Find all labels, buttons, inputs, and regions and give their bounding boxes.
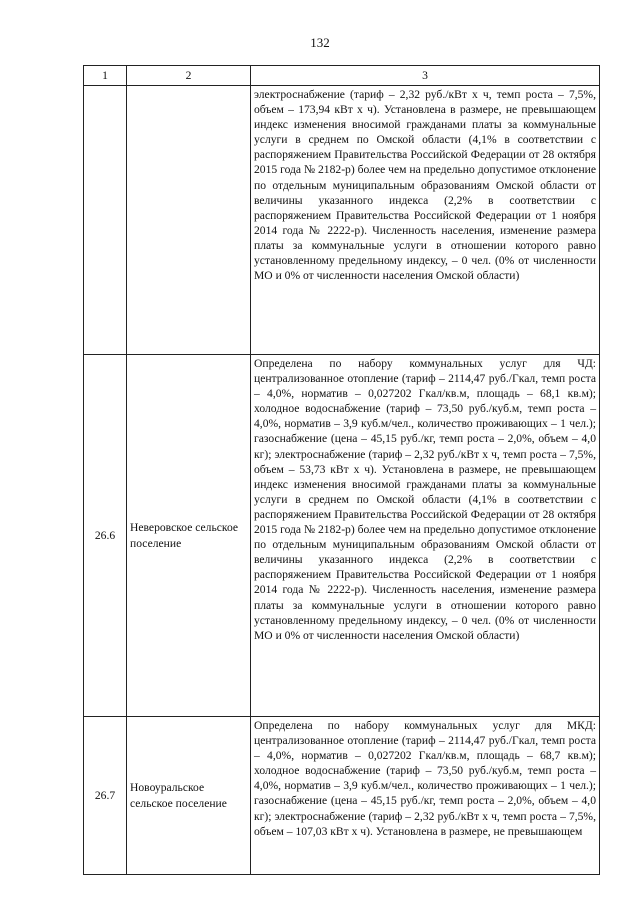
fee-description-text: Определена по набору коммунальных услуг для МКД: централизованное отопление (тариф – 2114,47 руб./Гкал, темп роста – 4,0%, норматив – 0,027202 Гкал/кв.м, площадь – 68,7 кв.м); холодное водоснабжение (тариф – 73,50 руб./куб.м, темп роста – 4,0%, норматив – 3,9 куб.м/чел., количество проживающих – 1 чел.); газоснабжение (цена – 45,15 руб./кг, темп роста – 2,0%, объем – 4,0 кг); электроснабжение (тариф – 2,32 руб./кВт х ч, темп роста – 7,5%, объем – 107,03 кВт х ч). Установлена в размере, не превышающем [254, 719, 596, 838]
header-col-2: 2 [127, 66, 251, 86]
row-number: 26.6 [84, 355, 127, 717]
table-header-row [84, 66, 600, 86]
fee-description [251, 717, 600, 875]
fee-description [251, 86, 600, 355]
table-row [84, 355, 600, 717]
row-number [84, 86, 127, 355]
page-number: 132 [310, 35, 330, 50]
settlement-name: Новоуральское сельское поселение [127, 717, 251, 875]
table-row [84, 86, 600, 355]
table-row [84, 717, 600, 875]
fee-description [251, 355, 600, 717]
row-number: 26.7 [84, 717, 127, 875]
fee-description-text: Определена по набору коммунальных услуг для ЧД: централизованное отопление (тариф – 2114,47 руб./Гкал, темп роста – 4,0%, норматив – 0,027202 Гкал/кв.м, площадь – 68,1 кв.м); холодное водоснабжение (тариф – 73,50 руб./куб.м, темп роста – 4,0%, норматив – 3,9 куб.м/чел., количество проживающих – 1 чел.); газоснабжение (цена – 45,15 руб./кг, темп роста – 2,0%, объем – 4,0 кг); электроснабжение (тариф – 2,32 руб./кВт х ч, темп роста – 7,5%, объем – 53,73 кВт х ч). Установлена в размере, не превышающем индекс изменения вносимой гражданами платы за коммунальные услуги в среднем по Омской области (4,1% в соответствии с распоряжением Правительства Российской Федерации от 28 октября 2015 года № 2182-р) более чем на предельно допустимое отклонение по отдельным муниципальным образованиям Омской области от величины указанного индекса (2,2% в соответствии с распоряжением Правительства Российской Федерации от 1 ноября 2014 года № 2222-р). Численность населения, изменение размера платы за коммунальные услуги в отношении которого равно установленному предельному индексу, – 0 чел. (0% от численности МО и 0% от численности населения Омской области) [254, 357, 596, 642]
municipal-table [83, 65, 600, 875]
header-col-3: 3 [251, 66, 600, 86]
header-col-1: 1 [84, 66, 127, 86]
fee-description-text: электроснабжение (тариф – 2,32 руб./кВт х ч, темп роста – 7,5%, объем – 173,94 кВт х ч). Установлена в размере, не превышающем индекс изменения вносимой гражданами платы за коммунальные услуги в среднем по Омской области (4,1% в соответствии с распоряжением Правительства Российской Федерации от 28 октября 2015 года № 2182-р) более чем на предельно допустимое отклонение по отдельным муниципальным образованиям Омской области от величины указанного индекса (2,2% в соответствии с распоряжением Правительства Российской Федерации от 1 ноября 2014 года № 2222-р). Численность населения, изменение размера платы за коммунальные услуги в отношении которого равно установленному предельному индексу, – 0 чел. (0% от численности МО и 0% от численности населения Омской области) [254, 88, 596, 283]
settlement-name [127, 86, 251, 355]
settlement-name: Неверовское сельское поселение [127, 355, 251, 717]
